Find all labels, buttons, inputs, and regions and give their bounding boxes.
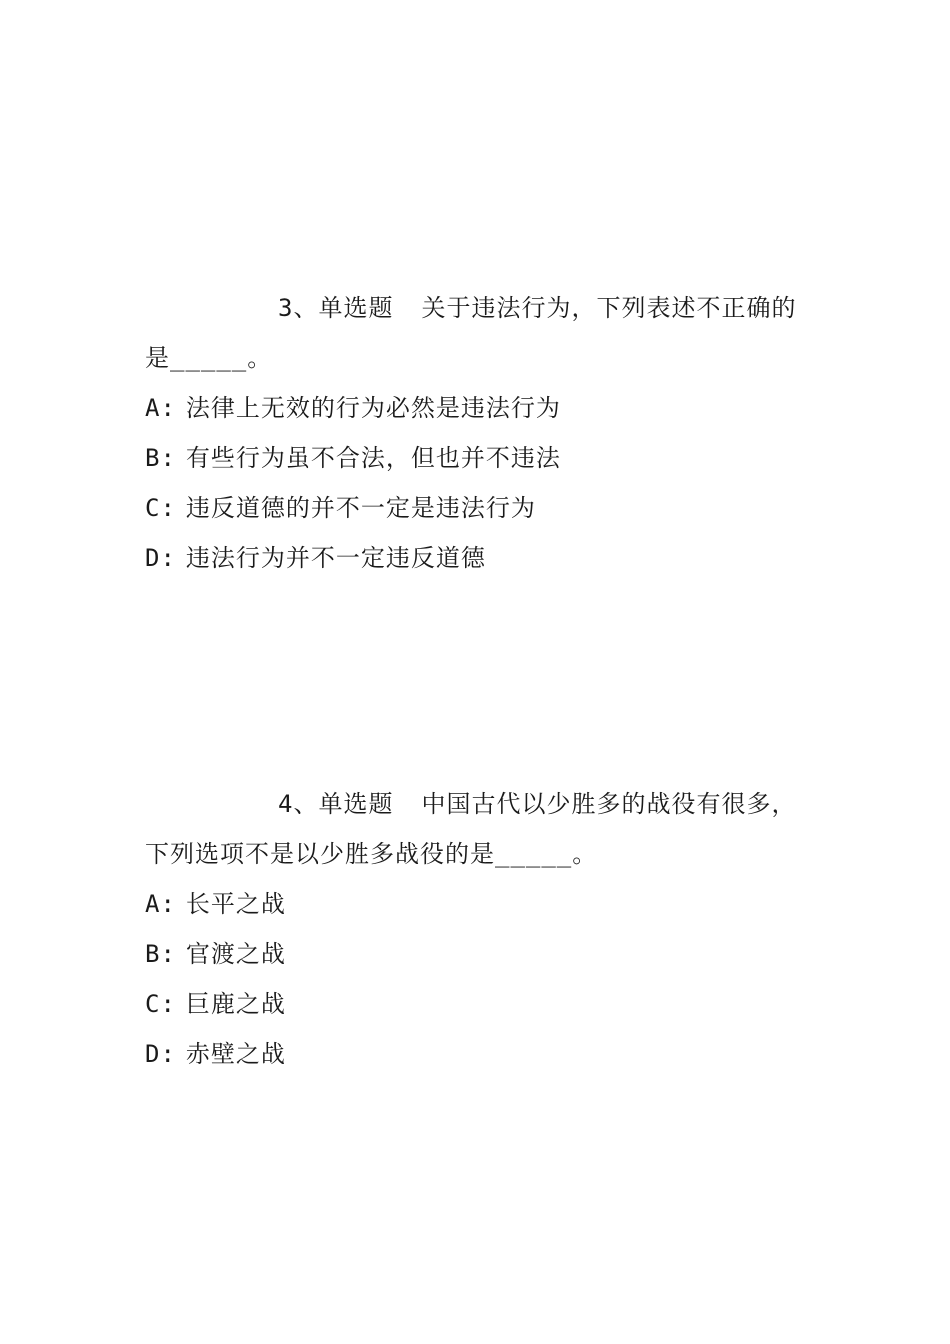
question-stem-line-2: 是_____。 — [145, 344, 273, 372]
question-stem-text: 关于违法行为，下列表述不正确的 — [421, 294, 797, 322]
question-type: 单选题 — [318, 294, 394, 322]
question-stem-text: 中国古代以少胜多的战役有很多， — [421, 790, 797, 818]
question-stem-line-1 — [145, 779, 810, 829]
option-text: 违反道德的并不一定是违法行为 — [185, 494, 536, 522]
option-b — [145, 929, 810, 979]
option-a — [145, 879, 810, 929]
option-d — [145, 533, 810, 583]
option-key: D: — [145, 544, 176, 572]
question-3 — [145, 283, 810, 583]
option-key: D: — [145, 1040, 176, 1068]
question-stem-line-1 — [145, 283, 810, 333]
question-stem-line-2: 下列选项不是以少胜多战役的是_____。 — [145, 840, 598, 868]
question-type: 单选题 — [318, 790, 394, 818]
option-text: 巨鹿之战 — [185, 990, 286, 1018]
option-a — [145, 383, 810, 433]
option-key: A: — [145, 394, 176, 422]
question-number: 3、 — [278, 294, 319, 322]
option-text: 法律上无效的行为必然是违法行为 — [185, 394, 561, 422]
option-c — [145, 979, 810, 1029]
question-number: 4、 — [278, 790, 319, 818]
option-text: 有些行为虽不合法，但也并不违法 — [185, 444, 561, 472]
option-text: 长平之战 — [185, 890, 286, 918]
question-4 — [145, 779, 810, 1079]
option-c — [145, 483, 810, 533]
option-b — [145, 433, 810, 483]
option-text: 官渡之战 — [185, 940, 286, 968]
option-key: C: — [145, 494, 176, 522]
option-key: C: — [145, 990, 176, 1018]
option-text: 违法行为并不一定违反道德 — [185, 544, 486, 572]
option-key: B: — [145, 444, 176, 472]
option-key: B: — [145, 940, 176, 968]
option-text: 赤壁之战 — [185, 1040, 286, 1068]
option-key: A: — [145, 890, 176, 918]
option-d — [145, 1029, 810, 1079]
